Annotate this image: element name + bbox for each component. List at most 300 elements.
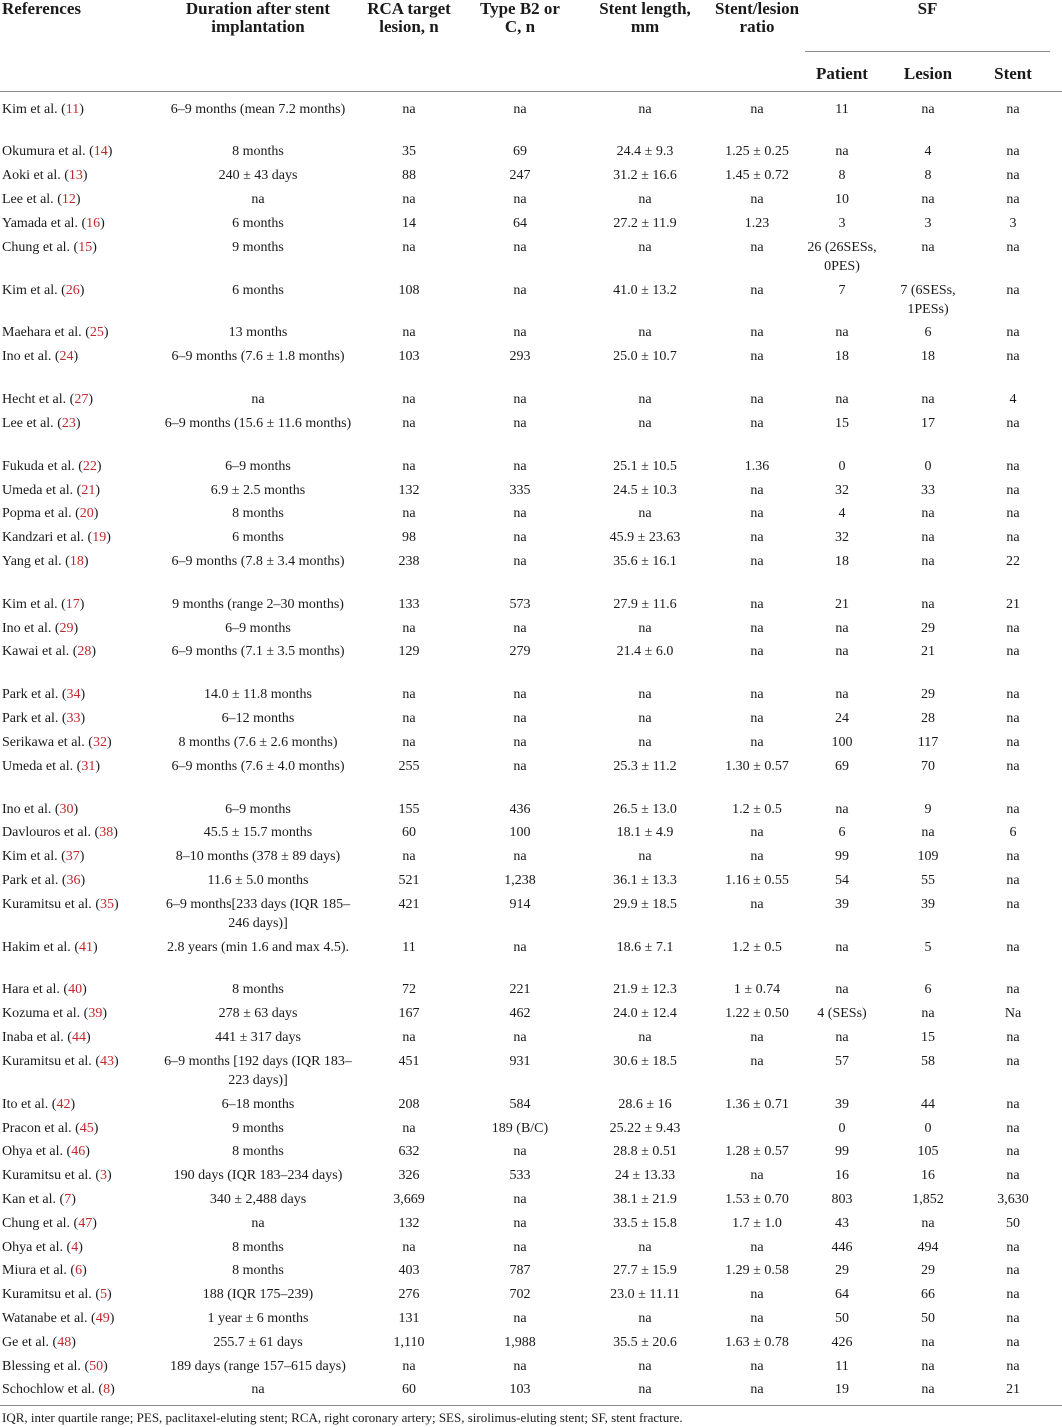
reference-cell [2, 733, 182, 752]
sf-lesion-cell: na [921, 1335, 935, 1350]
author-name: Umeda et al. [2, 483, 74, 498]
reference-number-link[interactable]: 40 [68, 982, 83, 997]
author-name: Schochlow et al. [2, 1382, 95, 1397]
reference-cell [2, 323, 182, 342]
reference-number-link[interactable]: 45 [79, 1121, 94, 1136]
reference-number-link[interactable]: 46 [71, 1144, 86, 1159]
reference-paren-open: ( [58, 711, 67, 726]
reference-paren-close: ) [103, 1359, 108, 1374]
rca-lesion-cell: na [402, 325, 416, 340]
reference-paren-close: ) [110, 1382, 115, 1397]
rca-lesion-cell: 238 [398, 554, 420, 569]
reference-number-link[interactable]: 11 [65, 102, 80, 117]
reference-paren-open: ( [51, 802, 60, 817]
stent-lesion-ratio-cell: na [750, 1311, 764, 1326]
type-b2-c-cell: 293 [509, 349, 531, 364]
sf-lesion-cell: 70 [921, 759, 935, 774]
stent-lesion-ratio-cell: na [750, 1240, 764, 1255]
sf-lesion-cell: na [921, 1382, 935, 1397]
reference-paren-close: ) [78, 1240, 83, 1255]
sf-stent-cell: na [1006, 897, 1020, 912]
reference-number-link[interactable]: 8 [103, 1382, 111, 1397]
sf-lesion-cell: 29 [921, 1263, 935, 1278]
sf-lesion-cell: 15 [921, 1030, 935, 1045]
duration-cell: 8 months [232, 144, 284, 159]
stent-length-cell: 27.7 ± 15.9 [613, 1263, 677, 1278]
reference-number-link[interactable]: 33 [66, 711, 81, 726]
author-name: Okumura et al. [2, 144, 86, 159]
sf-lesion-cell: 0 [924, 1121, 932, 1136]
rca-lesion-cell: 132 [398, 483, 420, 498]
rca-lesion-cell: na [402, 459, 416, 474]
reference-number-link[interactable]: 16 [86, 216, 101, 231]
sf-patient-cell: 99 [835, 1144, 849, 1159]
sf-stent-cell: na [1006, 687, 1020, 702]
reference-cell [2, 1052, 182, 1071]
reference-number-link[interactable]: 21 [81, 483, 96, 498]
sf-stent-cell: 4 [1009, 392, 1017, 407]
sf-lesion-cell: 44 [921, 1097, 935, 1112]
reference-paren-open: ( [57, 102, 66, 117]
reference-number-link[interactable]: 20 [79, 506, 94, 521]
sf-stent-cell: na [1006, 1168, 1020, 1183]
stent-lesion-ratio-cell: na [750, 1382, 764, 1397]
reference-number-link[interactable]: 50 [89, 1359, 104, 1374]
sf-stent-cell: na [1006, 459, 1020, 474]
sf-stent-cell: na [1006, 506, 1020, 521]
sf-patient-cell: 54 [835, 873, 849, 888]
sf-lesion-cell: 7 (6SESs, 1PESs) [900, 283, 956, 317]
reference-paren-open: ( [56, 1192, 65, 1207]
reference-number-link[interactable]: 12 [61, 192, 76, 207]
duration-cell: 9 months (range 2–30 months) [172, 597, 344, 612]
sf-patient-cell: 32 [835, 530, 849, 545]
sf-lesion-cell: na [921, 192, 935, 207]
rca-lesion-cell: na [402, 416, 416, 431]
sf-patient-cell: 57 [835, 1054, 849, 1069]
author-name: Chung et al. [2, 240, 71, 255]
sf-patient-cell: 26 (26SESs, 0PES) [807, 240, 877, 274]
duration-cell: 6–9 months (7.8 ± 3.4 months) [171, 554, 345, 569]
header-references: References [2, 0, 81, 18]
type-b2-c-cell: 335 [509, 483, 531, 498]
duration-cell: 6–9 months [225, 802, 291, 817]
rca-lesion-cell: 132 [398, 1216, 420, 1231]
author-name: Lee et al. [2, 192, 54, 207]
reference-paren-close: ) [106, 735, 112, 750]
reference-cell [2, 642, 182, 661]
author-name: Umeda et al. [2, 759, 74, 774]
author-name: Park et al. [2, 687, 59, 702]
reference-paren-close: ) [85, 1144, 90, 1159]
author-name: Aoki et al. [2, 168, 61, 183]
reference-number-link[interactable]: 29 [59, 621, 74, 636]
author-name: Inaba et al. [2, 1030, 64, 1045]
sf-patient-cell: na [835, 144, 849, 159]
reference-paren-open: ( [66, 1263, 76, 1278]
sf-stent-cell: na [1006, 1335, 1020, 1350]
header-rca-target-lesion: RCA target lesion, n [367, 0, 451, 36]
author-name: Hakim et al. [2, 940, 71, 955]
reference-cell [2, 414, 182, 433]
reference-number-link[interactable]: 37 [65, 849, 80, 864]
sf-stent-cell: na [1006, 644, 1020, 659]
reference-number-link[interactable]: 38 [99, 825, 114, 840]
rca-lesion-cell: 133 [398, 597, 420, 612]
reference-number-link[interactable]: 22 [82, 459, 97, 474]
sf-stent-cell: na [1006, 711, 1020, 726]
reference-cell [2, 238, 182, 257]
sf-lesion-cell: 21 [921, 644, 935, 659]
reference-number-link[interactable]: 7 [64, 1192, 72, 1207]
duration-cell: 441 ± 317 days [215, 1030, 301, 1045]
duration-cell: 8–10 months (378 ± 89 days) [175, 849, 341, 864]
reference-number-link[interactable]: 47 [78, 1216, 93, 1231]
sf-lesion-cell: 18 [921, 349, 935, 364]
header-duration: Duration after stent implantation [185, 0, 331, 36]
sf-stent-cell: na [1006, 483, 1020, 498]
sf-patient-cell: 6 [838, 825, 846, 840]
stent-length-cell: na [638, 1240, 652, 1255]
stent-lesion-ratio-cell: na [750, 621, 764, 636]
sf-stent-cell: na [1006, 168, 1020, 183]
reference-number-link[interactable]: 4 [71, 1240, 79, 1255]
reference-number-link[interactable]: 41 [78, 940, 93, 955]
author-name: Fukuda et al. [2, 459, 75, 474]
reference-paren-open: ( [80, 1006, 89, 1021]
author-name: Ino et al. [2, 802, 52, 817]
author-name: Watanabe et al. [2, 1311, 88, 1326]
sf-patient-cell: 0 [838, 459, 846, 474]
stent-length-cell: 25.3 ± 11.2 [613, 759, 677, 774]
sf-lesion-cell: 1,852 [912, 1192, 944, 1207]
reference-paren-open: ( [70, 1216, 79, 1231]
duration-cell: 255.7 ± 61 days [213, 1335, 303, 1350]
stent-lesion-ratio-cell: na [750, 1054, 764, 1069]
type-b2-c-cell: 914 [509, 897, 531, 912]
reference-paren-close: ) [93, 1121, 99, 1136]
rca-lesion-cell: na [402, 711, 416, 726]
reference-number-link[interactable]: 49 [95, 1311, 110, 1326]
sf-stent-cell: na [1006, 1240, 1020, 1255]
reference-paren-open: ( [58, 873, 67, 888]
sf-stent-cell: na [1006, 849, 1020, 864]
reference-paren-open: ( [53, 192, 62, 207]
stent-lesion-ratio-cell: 1.23 [744, 216, 770, 231]
type-b2-c-cell: na [513, 506, 527, 521]
reference-paren-close: ) [71, 1335, 76, 1350]
stent-length-cell: 25.1 ± 10.5 [613, 459, 677, 474]
sf-lesion-cell: 58 [921, 1054, 935, 1069]
reference-cell [2, 1095, 182, 1114]
reference-number-link[interactable]: 17 [65, 597, 80, 612]
stent-lesion-ratio-cell: na [750, 735, 764, 750]
reference-cell [2, 938, 182, 957]
stent-length-cell: 25.22 ± 9.43 [609, 1121, 681, 1136]
sf-stent-cell: na [1006, 102, 1020, 117]
reference-paren-open: ( [91, 1168, 100, 1183]
rca-lesion-cell: 403 [398, 1263, 420, 1278]
sf-patient-cell: na [835, 1030, 849, 1045]
stent-lesion-ratio-cell: 1.30 ± 0.57 [725, 759, 789, 774]
table-footnote: IQR, inter quartile range; PES, paclitaxel-eluting stent; RCA, right coronary artery; SES, sirolimus-eluting stent; SF, stent fracture. [2, 1410, 683, 1425]
duration-cell: 278 ± 63 days [218, 1006, 298, 1021]
sf-lesion-cell: 109 [917, 849, 939, 864]
duration-cell: 1 year ± 6 months [207, 1311, 309, 1326]
reference-paren-open: ( [91, 897, 100, 912]
sf-lesion-cell: na [921, 102, 935, 117]
duration-cell: 6 months [232, 216, 284, 231]
type-b2-c-cell: 247 [509, 168, 531, 183]
reference-paren-open: ( [49, 1335, 58, 1350]
stent-lesion-ratio-cell: na [750, 897, 764, 912]
sf-stent-cell: na [1006, 192, 1020, 207]
header-bottom-rule [0, 91, 1062, 92]
reference-cell [2, 1238, 182, 1257]
author-name: Ino et al. [2, 621, 52, 636]
sf-patient-cell: 19 [835, 1382, 849, 1397]
duration-cell: 189 days (range 157–615 days) [170, 1359, 346, 1374]
sf-patient-cell: 3 [838, 216, 846, 231]
author-name: Popma et al. [2, 506, 72, 521]
reference-paren-close: ) [92, 940, 98, 955]
reference-number-link[interactable]: 31 [81, 759, 96, 774]
type-b2-c-cell: 1,988 [504, 1335, 536, 1350]
sf-patient-cell: na [835, 802, 849, 817]
author-name: Kuramitsu et al. [2, 1287, 92, 1302]
header-sf: SF [917, 0, 938, 18]
type-b2-c-cell: 573 [509, 597, 531, 612]
reference-paren-open: ( [91, 1054, 100, 1069]
reference-cell [2, 709, 182, 728]
reference-number-link[interactable]: 43 [99, 1054, 114, 1069]
stent-lesion-ratio-cell: 1 ± 0.74 [733, 982, 781, 997]
type-b2-c-cell: na [513, 711, 527, 726]
reference-paren-close: ) [80, 687, 86, 702]
reference-number-link[interactable]: 23 [61, 416, 76, 431]
stent-length-cell: 31.2 ± 16.6 [613, 168, 677, 183]
sf-stent-cell: 21 [1006, 597, 1020, 612]
reference-number-link[interactable]: 42 [56, 1097, 71, 1112]
author-name: Blessing et al. [2, 1359, 81, 1374]
type-b2-c-cell: na [513, 735, 527, 750]
duration-cell: 240 ± 43 days [218, 168, 298, 183]
duration-cell: 188 (IQR 175–239) [202, 1287, 314, 1302]
sf-lesion-cell: 105 [917, 1144, 939, 1159]
author-name: Kawai et al. [2, 644, 70, 659]
reference-paren-open: ( [57, 849, 66, 864]
reference-number-link[interactable]: 13 [68, 168, 83, 183]
stent-length-cell: na [638, 1311, 652, 1326]
reference-paren-open: ( [84, 530, 93, 545]
type-b2-c-cell: 64 [513, 216, 527, 231]
header-sf-lesion: Lesion [903, 64, 953, 83]
sf-subheader-rule [805, 51, 1050, 52]
sf-patient-cell: 21 [835, 597, 849, 612]
sf-lesion-cell: na [921, 1359, 935, 1374]
reference-number-link[interactable]: 6 [75, 1263, 83, 1278]
type-b2-c-cell: na [513, 621, 527, 636]
sf-lesion-cell: 5 [924, 940, 932, 955]
stent-lesion-ratio-cell: na [750, 349, 764, 364]
reference-paren-open: ( [91, 825, 100, 840]
sf-patient-cell: 43 [835, 1216, 849, 1231]
reference-number-link[interactable]: 30 [59, 802, 74, 817]
stent-lesion-ratio-cell: na [750, 192, 764, 207]
stent-length-cell: 23.0 ± 11.11 [610, 1287, 680, 1302]
reference-paren-close: ) [75, 192, 81, 207]
reference-cell [2, 481, 182, 500]
reference-number-link[interactable]: 15 [78, 240, 93, 255]
sf-stent-cell: na [1006, 1144, 1020, 1159]
reference-paren-close: ) [103, 325, 109, 340]
stent-length-cell: 27.9 ± 11.6 [613, 597, 677, 612]
sf-lesion-cell: 8 [924, 168, 932, 183]
reference-paren-close: ) [93, 506, 99, 521]
reference-paren-close: ) [106, 1287, 112, 1302]
duration-cell: 9 months [232, 240, 284, 255]
type-b2-c-cell: na [513, 283, 527, 298]
reference-number-link[interactable]: 34 [66, 687, 81, 702]
reference-number-link[interactable]: 14 [93, 144, 108, 159]
reference-paren-open: ( [57, 283, 66, 298]
reference-paren-open: ( [87, 1311, 96, 1326]
stent-lesion-ratio-cell: na [750, 849, 764, 864]
sf-lesion-cell: 66 [921, 1287, 935, 1302]
reference-number-link[interactable]: 19 [92, 530, 107, 545]
sf-lesion-cell: na [921, 392, 935, 407]
sf-stent-cell: na [1006, 940, 1020, 955]
rca-lesion-cell: 11 [402, 940, 416, 955]
reference-number-link[interactable]: 25 [89, 325, 104, 340]
author-name: Hara et al. [2, 982, 60, 997]
author-name: Ge et al. [2, 1335, 50, 1350]
author-name: Maehara et al. [2, 325, 82, 340]
reference-number-link[interactable]: 32 [92, 735, 107, 750]
reference-paren-open: ( [70, 240, 79, 255]
duration-cell: na [251, 1216, 265, 1231]
reference-number-link[interactable]: 36 [66, 873, 81, 888]
sf-lesion-cell: 3 [924, 216, 932, 231]
duration-cell: 6 months [232, 283, 284, 298]
sf-patient-cell: 32 [835, 483, 849, 498]
type-b2-c-cell: na [513, 192, 527, 207]
sf-stent-cell: na [1006, 1287, 1020, 1302]
type-b2-c-cell: na [513, 687, 527, 702]
reference-paren-open: ( [51, 621, 60, 636]
reference-paren-open: ( [69, 644, 78, 659]
stent-length-cell: 33.5 ± 15.8 [613, 1216, 677, 1231]
sf-patient-cell: 18 [835, 349, 849, 364]
reference-paren-close: ) [96, 459, 102, 474]
reference-paren-open: ( [73, 483, 82, 498]
sf-patient-cell: 50 [835, 1311, 849, 1326]
sf-lesion-cell: 0 [924, 459, 932, 474]
reference-number-link[interactable]: 27 [74, 392, 89, 407]
stent-lesion-ratio-cell: 1.22 ± 0.50 [725, 1006, 789, 1021]
reference-paren-open: ( [63, 1240, 72, 1255]
reference-number-link[interactable]: 24 [59, 349, 74, 364]
rca-lesion-cell: na [402, 506, 416, 521]
reference-number-link[interactable]: 44 [71, 1030, 86, 1045]
reference-paren-open: ( [51, 349, 60, 364]
stent-length-cell: 26.5 ± 13.0 [613, 802, 677, 817]
type-b2-c-cell: na [513, 416, 527, 431]
duration-cell: na [251, 1382, 265, 1397]
reference-cell [2, 1261, 182, 1280]
author-name: Lee et al. [2, 416, 54, 431]
duration-cell: 14.0 ± 11.8 months [204, 687, 312, 702]
sf-patient-cell: 0 [838, 1121, 846, 1136]
sf-lesion-cell: na [921, 240, 935, 255]
author-name: Kim et al. [2, 849, 58, 864]
reference-number-link[interactable]: 48 [57, 1335, 72, 1350]
stent-length-cell: 18.1 ± 4.9 [616, 825, 674, 840]
reference-cell [2, 214, 182, 233]
reference-paren-close: ) [82, 982, 87, 997]
reference-number-link[interactable]: 39 [88, 1006, 103, 1021]
rca-lesion-cell: 208 [398, 1097, 420, 1112]
rca-lesion-cell: na [402, 735, 416, 750]
reference-paren-close: ) [79, 849, 85, 864]
reference-number-link[interactable]: 28 [77, 644, 92, 659]
type-b2-c-cell: na [513, 759, 527, 774]
duration-cell: 6–9 months [192 days (IQR 183–223 days)] [164, 1054, 352, 1088]
reference-number-link[interactable]: 5 [99, 1287, 107, 1302]
duration-cell: na [251, 192, 265, 207]
reference-cell [2, 552, 182, 571]
reference-paren-open: ( [63, 1030, 72, 1045]
author-name: Kuramitsu et al. [2, 1168, 92, 1183]
reference-cell [2, 895, 182, 914]
duration-cell: 6–9 months [225, 459, 291, 474]
sf-patient-cell: 24 [835, 711, 849, 726]
sf-stent-cell: 21 [1006, 1382, 1020, 1397]
duration-cell: 190 days (IQR 183–234 days) [173, 1168, 343, 1183]
sf-lesion-cell: 4 [924, 144, 932, 159]
author-name: Hecht et al. [2, 392, 67, 407]
stent-lesion-ratio-cell: 1.7 ± 1.0 [732, 1216, 782, 1231]
stent-length-cell: na [638, 240, 652, 255]
reference-number-link[interactable]: 18 [69, 554, 84, 569]
reference-number-link[interactable]: 26 [65, 283, 80, 298]
duration-cell: 8 months (7.6 ± 2.6 months) [178, 735, 338, 750]
sf-patient-cell: 8 [838, 168, 846, 183]
duration-cell: 6–18 months [221, 1097, 295, 1112]
author-name: Chung et al. [2, 1216, 71, 1231]
type-b2-c-cell: 702 [509, 1287, 531, 1302]
stent-length-cell: na [638, 1382, 652, 1397]
sf-patient-cell: 803 [831, 1192, 853, 1207]
sf-lesion-cell: na [921, 1216, 935, 1231]
rca-lesion-cell: 60 [402, 1382, 416, 1397]
stent-lesion-ratio-cell: 1.2 ± 0.5 [732, 940, 782, 955]
reference-number-link[interactable]: 3 [99, 1168, 107, 1183]
sf-stent-cell: 3,630 [997, 1192, 1029, 1207]
reference-number-link[interactable]: 35 [99, 897, 114, 912]
sf-lesion-cell: 29 [921, 687, 935, 702]
type-b2-c-cell: na [513, 1359, 527, 1374]
reference-paren-open: ( [53, 416, 62, 431]
rca-lesion-cell: 108 [398, 283, 420, 298]
reference-paren-close: ) [83, 554, 89, 569]
stent-lesion-ratio-cell: 1.28 ± 0.57 [725, 1144, 789, 1159]
rca-lesion-cell: na [402, 1030, 416, 1045]
sf-lesion-cell: 9 [924, 802, 932, 817]
sf-stent-cell: na [1006, 621, 1020, 636]
stent-length-cell: 18.6 ± 7.1 [616, 940, 674, 955]
duration-cell: 6–9 months (7.1 ± 3.5 months) [171, 644, 345, 659]
